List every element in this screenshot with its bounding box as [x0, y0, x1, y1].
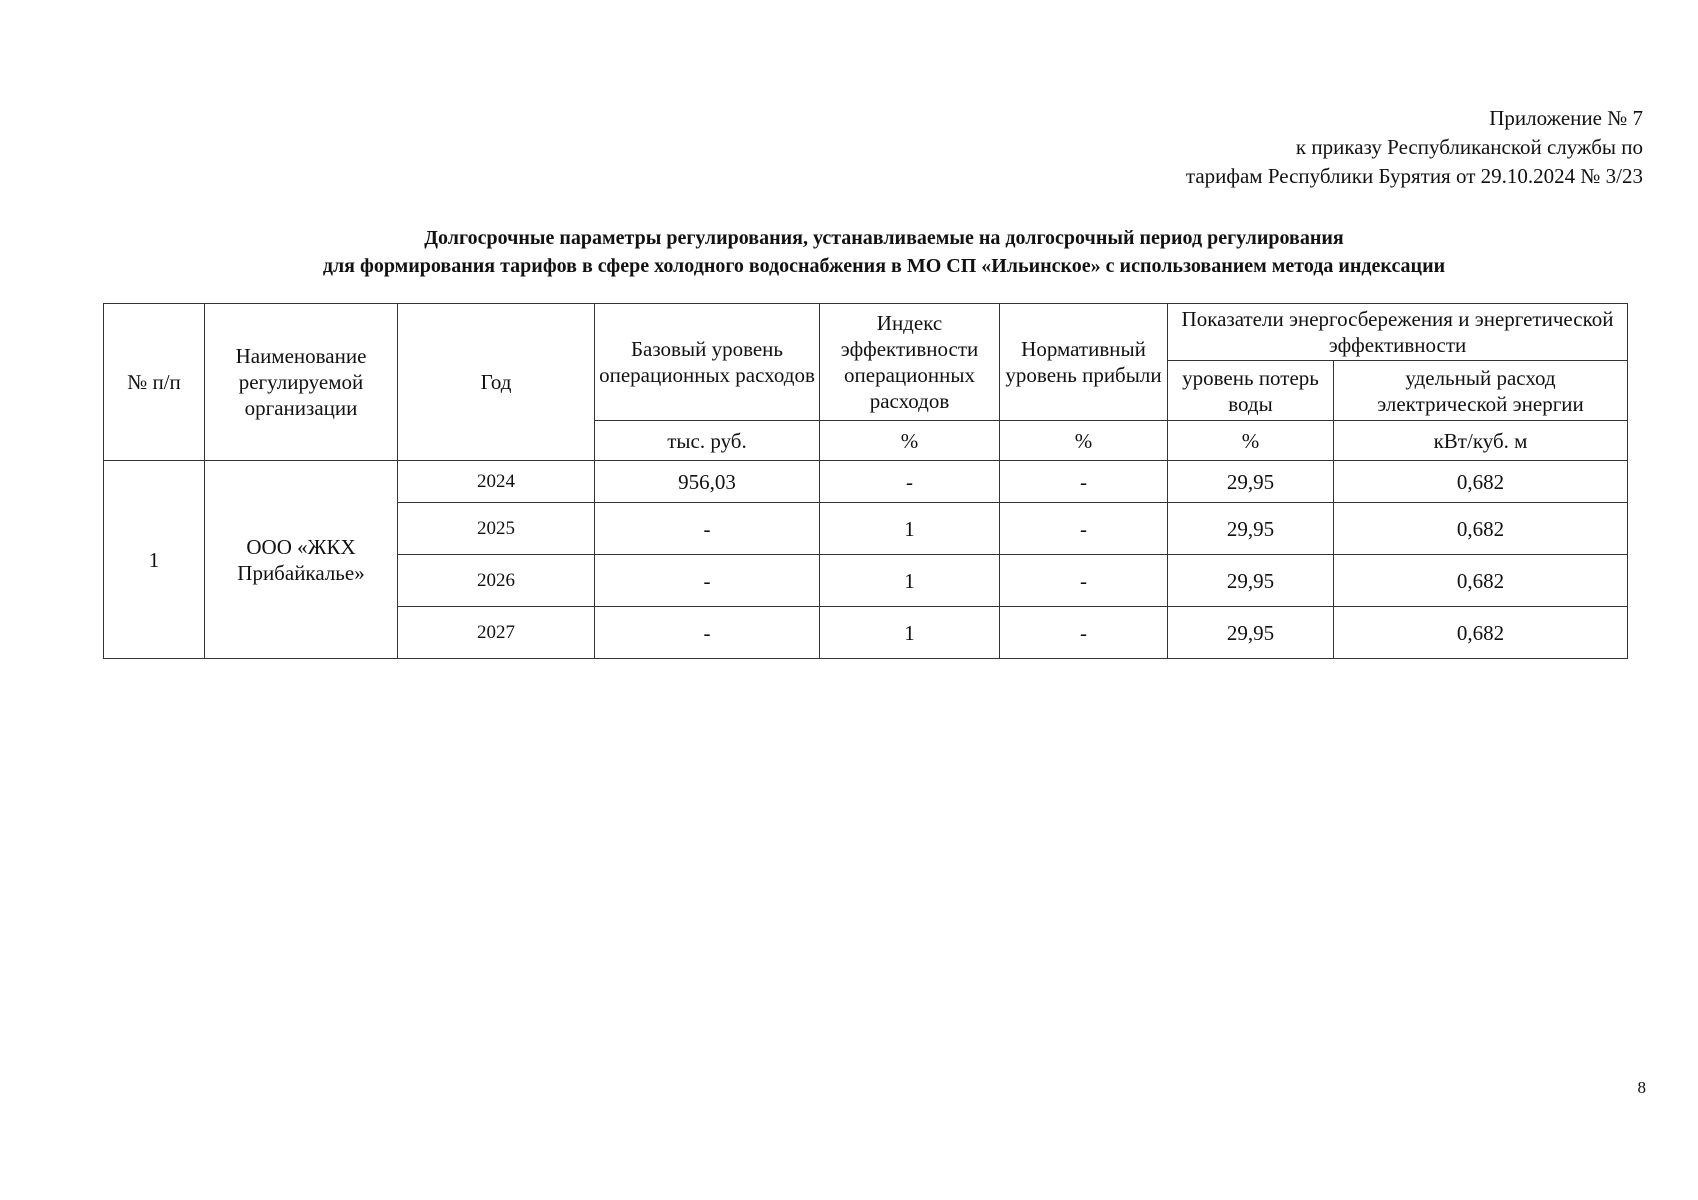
cell-year: 2027: [398, 607, 595, 659]
cell-losses: 29,95: [1168, 555, 1334, 607]
cell-num: 1: [104, 461, 205, 659]
document-title: [104, 224, 1664, 280]
cell-base: -: [595, 555, 820, 607]
appendix-line-1: Приложение № 7: [1489, 106, 1643, 130]
title-line-2: для формирования тарифов в сфере холодного водоснабжения в МО СП «Ильинское» с использованием метода индексации: [322, 255, 1446, 277]
title-line-1: Долгосрочные параметры регулирования, устанавливаемые на долгосрочный период регулирования: [424, 227, 1344, 249]
unit-index: %: [820, 421, 1000, 461]
unit-profit: %: [1000, 421, 1168, 461]
header-index: Индекс эффективности операционных расходов: [820, 304, 1000, 421]
cell-losses: 29,95: [1168, 607, 1334, 659]
cell-index: -: [820, 461, 1000, 503]
cell-losses: 29,95: [1168, 461, 1334, 503]
cell-year: 2024: [398, 461, 595, 503]
cell-index: 1: [820, 555, 1000, 607]
cell-base: 956,03: [595, 461, 820, 503]
unit-electricity: кВт/куб. м: [1334, 421, 1628, 461]
header-losses: уровень потерь воды: [1168, 361, 1334, 421]
cell-losses: 29,95: [1168, 503, 1334, 555]
appendix-line-2: к приказу Республиканской службы по: [1295, 135, 1643, 159]
unit-base: тыс. руб.: [595, 421, 820, 461]
appendix-line-3: тарифам Республики Бурятия от 29.10.2024 № 3/23: [1185, 164, 1643, 188]
cell-org: ООО «ЖКХ Прибайкалье»: [205, 461, 398, 659]
cell-profit: -: [1000, 555, 1168, 607]
cell-index: 1: [820, 607, 1000, 659]
header-energy-group: Показатели энергосбережения и энергетической эффективности: [1168, 304, 1628, 361]
table-row: [104, 461, 1628, 503]
header-profit: Нормативный уровень прибыли: [1000, 304, 1168, 421]
header-num: № п/п: [104, 304, 205, 461]
cell-electricity: 0,682: [1334, 555, 1628, 607]
header-org: Наименование регулируемой организации: [205, 304, 398, 461]
unit-losses: %: [1168, 421, 1334, 461]
cell-profit: -: [1000, 461, 1168, 503]
cell-electricity: 0,682: [1334, 461, 1628, 503]
header-year: Год: [398, 304, 595, 461]
cell-base: -: [595, 607, 820, 659]
cell-index: 1: [820, 503, 1000, 555]
appendix-reference: [1186, 104, 1643, 191]
cell-profit: -: [1000, 503, 1168, 555]
cell-electricity: 0,682: [1334, 607, 1628, 659]
cell-year: 2025: [398, 503, 595, 555]
cell-electricity: 0,682: [1334, 503, 1628, 555]
regulation-parameters-table: [103, 303, 1628, 659]
header-electricity: удельный расход электрической энергии: [1334, 361, 1628, 421]
header-row-1: [104, 304, 1628, 361]
cell-year: 2026: [398, 555, 595, 607]
page-number: 8: [1637, 1078, 1646, 1097]
cell-base: -: [595, 503, 820, 555]
header-base: Базовый уровень операционных расходов: [595, 304, 820, 421]
cell-profit: -: [1000, 607, 1168, 659]
